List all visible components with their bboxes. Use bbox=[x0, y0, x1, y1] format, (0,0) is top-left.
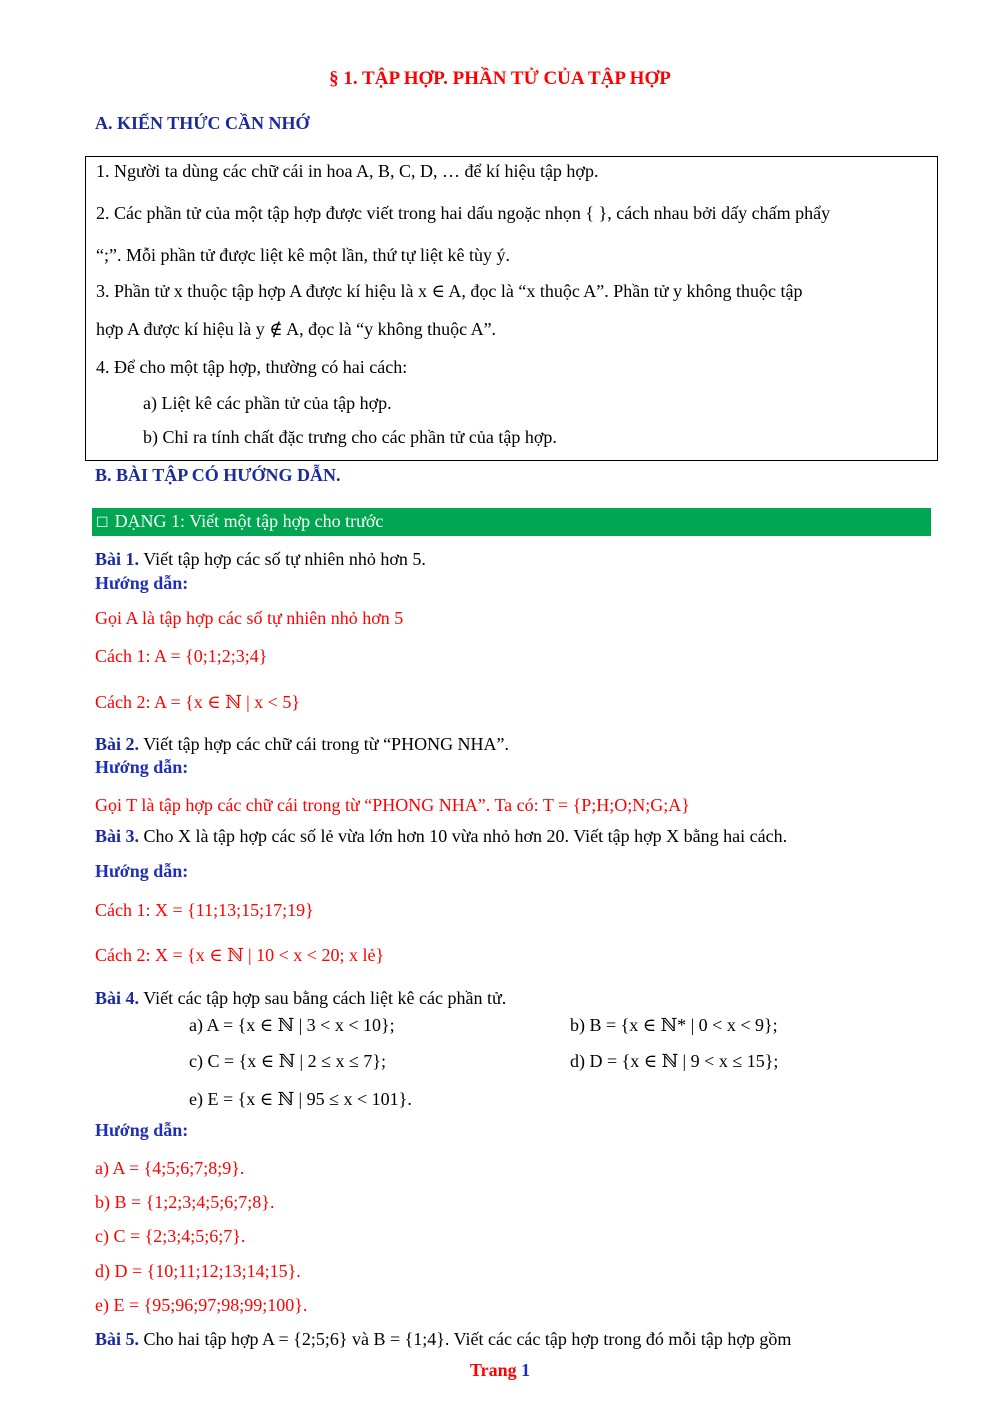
guide-heading-2: Hướng dẫn: bbox=[95, 757, 189, 777]
exercise-5-label: Bài 5. bbox=[95, 1329, 140, 1349]
exercise-4-text: Viết các tập hợp sau bằng cách liệt kê các phần tử. bbox=[143, 988, 507, 1008]
exercise-4 bbox=[95, 988, 506, 1009]
page-footer-label: Trang bbox=[469, 1360, 517, 1380]
exercise-1 bbox=[95, 549, 426, 570]
knowledge-line-8: b) Chỉ ra tính chất đặc trưng cho các phần tử của tập hợp. bbox=[143, 427, 557, 447]
exercise-1-answer-intro: Gọi A là tập hợp các số tự nhiên nhỏ hơn 5 bbox=[95, 608, 404, 628]
exercise-4-answer-e: e) E = {95;96;97;98;99;100}. bbox=[95, 1295, 308, 1315]
form-1-banner bbox=[92, 508, 931, 536]
exercise-3-text: Cho X là tập hợp các số lẻ vừa lớn hơn 10 vừa nhỏ hơn 20. Viết tập hợp X bằng hai cách. bbox=[143, 826, 788, 846]
page-number: 1 bbox=[521, 1360, 531, 1380]
knowledge-line-2: 2. Các phần tử của một tập hợp được viết trong hai dấu ngoặc nhọn { }, cách nhau bởi dấy chấm phẩy bbox=[96, 203, 831, 223]
exercise-3-label: Bài 3. bbox=[95, 826, 140, 846]
knowledge-line-7: a) Liệt kê các phần tử của tập hợp. bbox=[143, 393, 392, 413]
exercise-3-method-1: Cách 1: X = {11;13;15;17;19} bbox=[95, 900, 314, 920]
exercise-4-question-d: d) D = {x ∈ ℕ | 9 < x ≤ 15}; bbox=[570, 1051, 779, 1071]
exercise-1-text: Viết tập hợp các số tự nhiên nhỏ hơn 5. bbox=[143, 549, 426, 569]
exercise-1-method-1: Cách 1: A = {0;1;2;3;4} bbox=[95, 646, 268, 666]
exercise-3-method-2: Cách 2: X = {x ∈ ℕ | 10 < x < 20; x lẻ} bbox=[95, 945, 385, 965]
exercise-4-question-b: b) B = {x ∈ ℕ* | 0 < x < 9}; bbox=[570, 1015, 778, 1035]
exercise-4-question-a: a) A = {x ∈ ℕ | 3 < x < 10}; bbox=[189, 1015, 395, 1035]
page-footer bbox=[0, 1360, 1000, 1381]
checkbox-marker-icon: ☐ bbox=[96, 516, 109, 531]
form-1-label: DẠNG 1: Viết một tập hợp cho trước bbox=[114, 511, 384, 531]
exercise-4-label: Bài 4. bbox=[95, 988, 140, 1008]
exercise-4-question-c: c) C = {x ∈ ℕ | 2 ≤ x ≤ 7}; bbox=[189, 1051, 387, 1071]
exercise-2-answer: Gọi T là tập hợp các chữ cái trong từ “PHONG NHA”. Ta có: T = {P;H;O;N;G;A} bbox=[95, 795, 690, 815]
knowledge-line-1: 1. Người ta dùng các chữ cái in hoa A, B, C, D, … để kí hiệu tập hợp. bbox=[96, 161, 599, 181]
guide-heading-4: Hướng dẫn: bbox=[95, 1120, 189, 1140]
exercise-1-method-2: Cách 2: A = {x ∈ ℕ | x < 5} bbox=[95, 692, 300, 712]
exercise-2-label: Bài 2. bbox=[95, 734, 140, 754]
exercise-4-answer-a: a) A = {4;5;6;7;8;9}. bbox=[95, 1158, 245, 1178]
exercise-4-answer-c: c) C = {2;3;4;5;6;7}. bbox=[95, 1226, 246, 1246]
exercise-5 bbox=[95, 1329, 791, 1350]
exercise-4-answer-d: d) D = {10;11;12;13;14;15}. bbox=[95, 1261, 301, 1281]
knowledge-line-6: 4. Để cho một tập hợp, thường có hai cách: bbox=[96, 357, 408, 377]
exercise-1-label: Bài 1. bbox=[95, 549, 140, 569]
exercise-2-text: Viết tập hợp các chữ cái trong từ “PHONG NHA”. bbox=[143, 734, 510, 754]
section-b-heading: B. BÀI TẬP CÓ HƯỚNG DẪN. bbox=[95, 465, 341, 485]
exercise-4-answer-b: b) B = {1;2;3;4;5;6;7;8}. bbox=[95, 1192, 275, 1212]
exercise-3 bbox=[95, 826, 787, 847]
exercise-5-text: Cho hai tập hợp A = {2;5;6} và B = {1;4}. Viết các các tập hợp trong đó mỗi tập hợp gồm bbox=[143, 1329, 792, 1349]
knowledge-line-3: “;”. Mỗi phần tử được liệt kê một lần, thứ tự liệt kê tùy ý. bbox=[96, 245, 510, 265]
section-a-heading: A. KIẾN THỨC CẦN NHỚ bbox=[95, 113, 310, 133]
exercise-4-question-e: e) E = {x ∈ ℕ | 95 ≤ x < 101}. bbox=[189, 1089, 412, 1109]
guide-heading-1: Hướng dẫn: bbox=[95, 573, 189, 593]
guide-heading-3: Hướng dẫn: bbox=[95, 861, 189, 881]
knowledge-line-4: 3. Phần tử x thuộc tập hợp A được kí hiệu là x ∈ A, đọc là “x thuộc A”. Phần tử y không thuộc tập bbox=[96, 281, 803, 301]
exercise-2 bbox=[95, 734, 509, 755]
knowledge-box bbox=[85, 156, 938, 461]
page-title: § 1. TẬP HỢP. PHẦN TỬ CỦA TẬP HỢP bbox=[329, 68, 671, 89]
knowledge-line-5: hợp A được kí hiệu là y ∉ A, đọc là “y không thuộc A”. bbox=[96, 319, 497, 339]
